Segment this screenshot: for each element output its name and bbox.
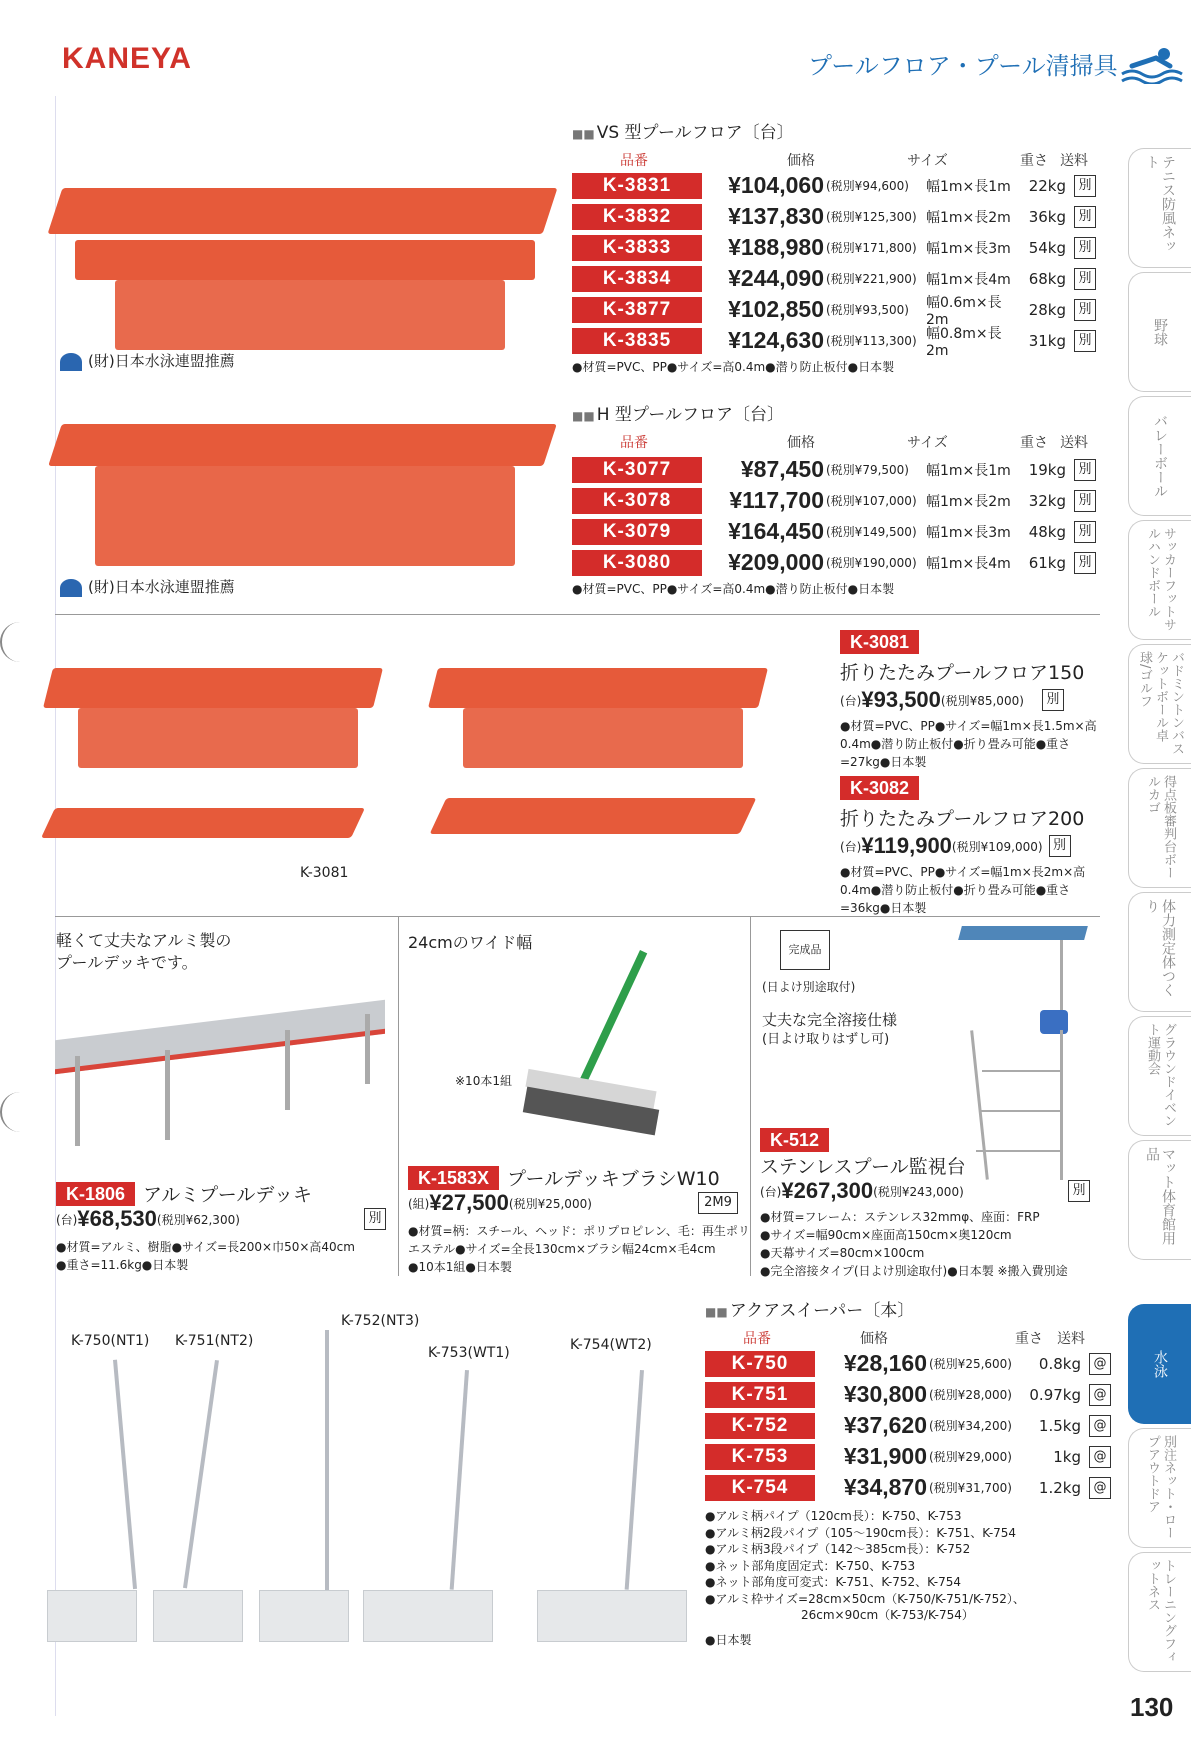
table-row: K-752 ¥37,620 (税別¥34,200) 1.5kg @	[705, 1410, 1111, 1441]
divider	[750, 916, 751, 1276]
sweeper-table	[705, 1348, 1111, 1503]
tab-mat[interactable]: マット体育館用品	[1128, 1140, 1191, 1260]
jasf-logo-icon	[60, 579, 82, 597]
product-name: ステンレスプール監視台	[760, 1156, 966, 1178]
vs-floor-photo	[55, 170, 550, 370]
table-row: K-3877 ¥102,850 (税別¥93,500) 幅0.6m×長2m 28kg 別	[572, 294, 1096, 325]
tab-soccer[interactable]: サッカーフットサルハンドボール	[1128, 520, 1191, 640]
page-title: プールフロア・プール清掃具	[808, 52, 1118, 80]
product-note: ●材質=アルミ、樹脂●サイズ=長200×巾50×高40cm ●重さ=11.6kg●日本製	[56, 1240, 355, 1272]
table-row: K-3080 ¥209,000 (税別¥190,000) 幅1m×長4m 61kg 別	[572, 547, 1096, 578]
table-row: K-3078 ¥117,700 (税別¥107,000) 幅1m×長2m 32kg 別	[572, 485, 1096, 516]
product-note: ●材質=PVC、PP●サイズ=幅1m×長1.5m×高0.4m●潜り防止板付●折り畳み可能●重さ=27kg●日本製	[840, 719, 1097, 769]
binder-hole	[0, 1092, 20, 1132]
brush-name-row: K-1583X プールデッキブラシW10	[408, 1164, 720, 1191]
divider	[55, 916, 1100, 917]
table-row: K-751 ¥30,800 (税別¥28,000) 0.97kg @	[705, 1379, 1111, 1410]
tab-badminton[interactable]: バドミントンバスケットボール卓球/ゴルフ	[1128, 644, 1191, 764]
h-floor-title: ■■ H 型プールフロア〔台〕	[572, 405, 785, 425]
table-row: K-3831 ¥104,060 (税別¥94,600) 幅1m×長1m 22kg 別	[572, 170, 1096, 201]
price-row: (台) ¥68,530 (税別¥62,300) 別	[56, 1206, 386, 1232]
product-name: 折りたたみプールフロア150	[840, 662, 1085, 684]
jasf-logo-icon	[60, 353, 82, 371]
table-row: K-3833 ¥188,980 (税別¥171,800) 幅1m×長3m 54kg 別	[572, 232, 1096, 263]
brush-set-note: ※10本1組	[455, 1074, 512, 1088]
h-table	[572, 454, 1096, 578]
h-table-header: 品番 価格 サイズ 重さ 送料	[620, 435, 1088, 451]
tab-custom-net[interactable]: 別注ネット・ロープアウトドア	[1128, 1428, 1191, 1548]
product-note: ●材質=PVC、PP●サイズ=幅1m×長2m×高0.4m●潜り防止板付●折り畳み可能●重さ=36kg●日本製	[840, 865, 1086, 915]
product-code: K-3082	[840, 776, 919, 800]
vs-floor-title: ■■ VS 型プールフロア〔台〕	[572, 123, 794, 143]
fold200-block	[840, 776, 1100, 917]
table-row: K-3077 ¥87,450 (税別¥79,500) 幅1m×長1m 19kg 別	[572, 454, 1096, 485]
price-row: (台) ¥93,500 (税別¥85,000) 別	[840, 687, 1100, 713]
table-row: K-3832 ¥137,830 (税別¥125,300) 幅1m×長2m 36kg 別	[572, 201, 1096, 232]
tab-fitness-test[interactable]: 体力測定体つくり	[1128, 892, 1191, 1012]
price-row: (台) ¥119,900 (税別¥109,000) 別	[840, 833, 1100, 859]
vs-table	[572, 170, 1096, 359]
brush-caption: 24cmのワイド幅	[408, 933, 533, 952]
product-code: K-3081	[840, 630, 919, 654]
h-floor-note: ●材質=PVC、PP●サイズ=高0.4m●潜り防止板付●日本製	[572, 582, 895, 596]
deck-caption: 軽くて丈夫なアルミ製の プールデッキです。	[56, 931, 232, 972]
chair-caption: 丈夫な完全溶接仕様 (日よけ取りはずし可)	[762, 1011, 898, 1047]
deck-photo	[55, 990, 385, 1150]
tab-swimming[interactable]: 水泳	[1128, 1304, 1191, 1424]
table-row: K-754 ¥34,870 (税別¥31,700) 1.2kg @	[705, 1472, 1111, 1503]
page-number: 130	[1130, 1692, 1174, 1722]
deck-name-row: K-1806 アルミプールデッキ	[56, 1180, 312, 1207]
sweeper-title: ■■ アクアスイーパー〔本〕	[705, 1301, 915, 1321]
table-row: K-3835 ¥124,630 (税別¥113,300) 幅0.8m×長2m 31kg 別	[572, 325, 1096, 356]
product-name: 折りたたみプールフロア200	[840, 808, 1085, 830]
product-note: ●材質=柄：スチール、ヘッド：ポリプロピレン、毛：再生ポリ エステル●サイズ=全長130cm×ブラシ幅24cm×毛4cm ●10本1組●日本製	[408, 1224, 750, 1274]
swimmer-icon	[1118, 44, 1190, 84]
table-row: K-3834 ¥244,090 (税別¥221,900) 幅1m×長4m 68kg 別	[572, 263, 1096, 294]
photo-label: K-3081	[300, 865, 349, 881]
h-floor-photo	[55, 410, 550, 590]
badge-note: (日よけ別途取付)	[762, 980, 856, 994]
table-row: K-3079 ¥164,450 (税別¥149,500) 幅1m×長3m 48kg 別	[572, 516, 1096, 547]
folding-floor-photo	[48, 650, 768, 870]
tab-ground-event[interactable]: グラウンドイベント運動会	[1128, 1016, 1191, 1136]
tab-scoreboard[interactable]: 得点板審判台ボールカゴ	[1128, 768, 1191, 888]
sweeper-photo: K-750(NT1) K-751(NT2) K-752(NT3) K-753(WT1) K-754(WT2)	[45, 1290, 695, 1670]
complete-badge: 完成品	[780, 930, 830, 970]
brush-photo	[520, 950, 700, 1150]
brand-logo: KANEYA	[62, 42, 192, 75]
chair-photo	[960, 920, 1090, 1190]
table-row: K-753 ¥31,900 (税別¥29,000) 1kg @	[705, 1441, 1111, 1472]
chair-name-block: K-512	[760, 1128, 829, 1152]
sweeper-notes: ●アルミ柄パイプ（120cm長）：K-750、K-753 ●アルミ柄2段パイプ（105～190cm長）：K-751、K-754 ●アルミ柄3段パイプ（142～385cm長）：K-752 ●ネット部角度固定式：K-750、K-753 ●ネット部角度可変式：K-751、K-752、K-754 ●アルミ枠サイズ=28cm×50cm（K-750/K-751/K-752）、 26cm×90cm（K-753/K-754） ●日本製	[705, 1509, 1025, 1647]
price-row: (組) ¥27,500 (税別¥25,000) 2M9	[408, 1190, 738, 1216]
fold150-block	[840, 630, 1100, 771]
binder-hole	[0, 622, 20, 662]
vs-floor-note: ●材質=PVC、PP●サイズ=高0.4m●潜り防止板付●日本製	[572, 360, 895, 374]
jasf-endorsement: (財)日本水泳連盟推薦	[60, 576, 235, 597]
vs-table-header: 品番 価格 サイズ 重さ 送料	[620, 153, 1088, 169]
sweeper-table-header: 品番 価格 重さ 送料	[743, 1331, 1085, 1347]
tab-volleyball[interactable]: バレーボール	[1128, 396, 1191, 516]
price-row: (台) ¥267,300 (税別¥243,000) 別	[760, 1178, 1090, 1204]
jasf-endorsement: (財)日本水泳連盟推薦	[60, 350, 235, 371]
divider	[398, 916, 399, 1276]
tab-tennis[interactable]: テニス防風ネット	[1128, 148, 1191, 268]
tab-training[interactable]: トレーニングフィットネス	[1128, 1552, 1191, 1672]
product-note: ●材質=フレーム：ステンレス32mmφ、座面：FRP ●サイズ=幅90cm×座面高150cm×奥120cm ●天幕サイズ=80cm×100cm ●完全溶接タイプ(日よけ別途取付)●日本製 ※搬入費別途	[760, 1210, 1068, 1278]
table-row: K-750 ¥28,160 (税別¥25,600) 0.8kg @	[705, 1348, 1111, 1379]
divider	[55, 614, 1100, 615]
tab-baseball[interactable]: 野球	[1128, 272, 1191, 392]
